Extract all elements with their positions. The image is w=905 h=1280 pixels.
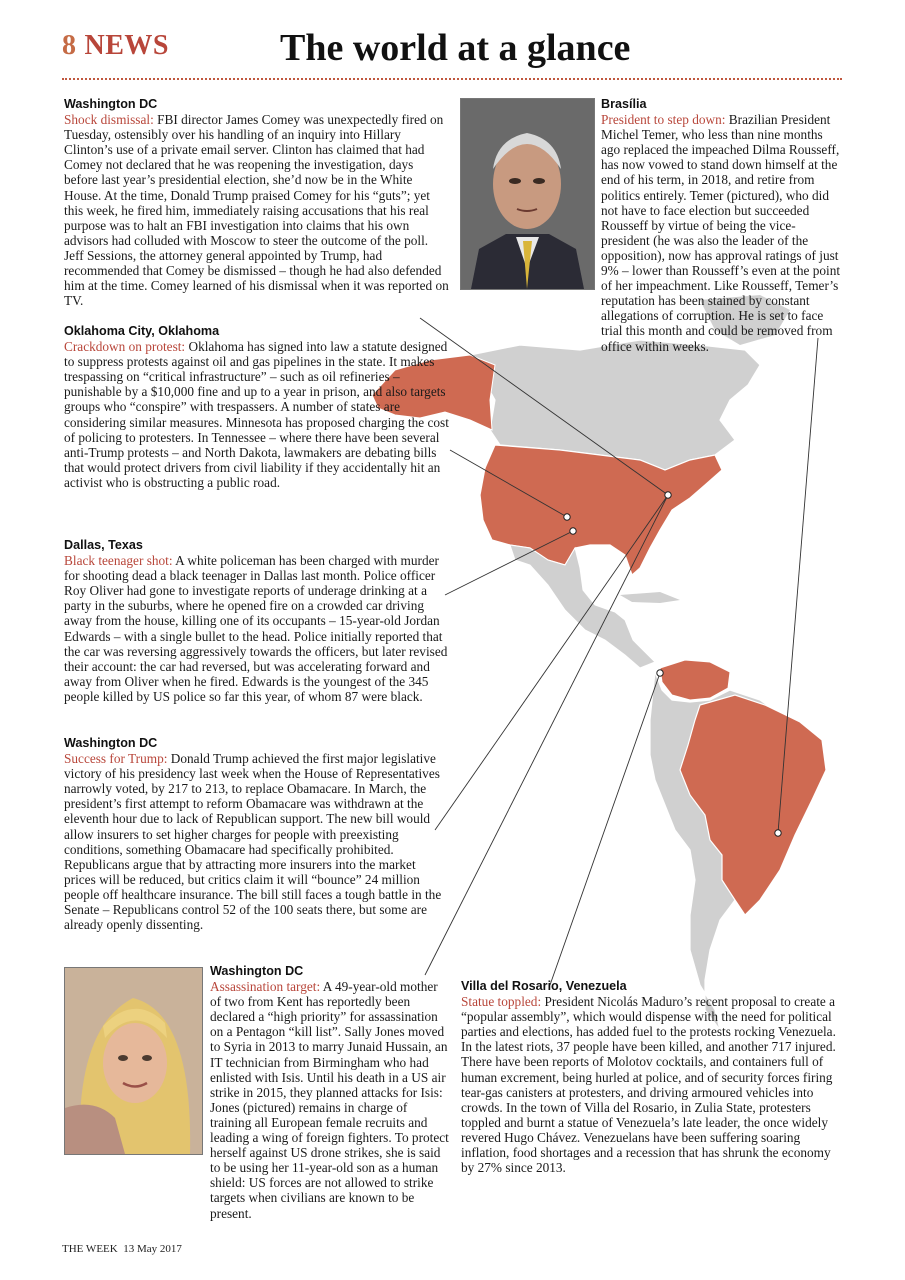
venezuela-landmass <box>660 660 730 700</box>
marker-washington <box>665 492 671 498</box>
cuba-landmass <box>620 592 680 603</box>
story-body: Donald Trump achieved the first major legislative victory of his presidency last week when the House of Representatives narrowly voted, by 217 to 213, to replace Obamacare. In March, the president’s first attempt to reform Obamacare was withdrawn at the eleventh hour due to lack of Republican support. The new bill would allow insurers to set higher charges for people with preexisting conditions, something Obamacare had specifically prohibited. Republicans argue that by attracting more insurers into the market prices will be reduced, but critics claim it will “bounce” 24 million people off healthcare insurance. The bill still faces a tough battle in the Senate – Republicans control 52 of the 100 seats there, but some are already openly dissenting. <box>64 751 442 933</box>
story-headline: Assassination target: <box>210 979 321 995</box>
story-body: A 49-year-old mother of two from Kent has reportedly been declared a “high priority” for assassination on a Pentagon “kill list”. Sally Jones moved to Syria in 2013 to marry Junaid Hussain, an IT technician from Birmingham who had enlisted with Isis. Until his death in a US air strike in 2015, they planned attacks for Isis: Jones (pictured) remains in charge of training all European female recruits and leading a wing of foreign fighters. To protect herself against US drone strikes, she is said to be using her 11-year-old son as a human shield: US forces are not allowed to strike targets when civilians are known to be present. <box>210 979 449 1221</box>
story-headline: Crackdown on protest: <box>64 339 186 355</box>
marker-dallas <box>570 528 576 534</box>
page-number: 8 <box>62 30 77 61</box>
section-name: NEWS <box>84 30 169 61</box>
sally-jones-photo <box>64 967 203 1155</box>
footer-date: 13 May 2017 <box>123 1243 182 1255</box>
story-headline: President to step down: <box>601 112 726 128</box>
story-venezuela <box>461 979 841 1175</box>
marker-brasilia <box>775 830 781 836</box>
story-brasilia <box>601 97 841 354</box>
leader-line-venezuela <box>550 673 660 985</box>
temer-photo <box>460 98 595 290</box>
story-body: Oklahoma has signed into law a statute designed to suppress protests against oil and gas pipelines in the state. It makes trespassing on “critical infrastructure” – such as oil refineries – punishable by a $10,000 fine and up to a year in prison, and also targets groups who “conspire” with trespassers. A number of states are considering similar measures. Minnesota has proposed charging the cost of policing to protesters. In Tennessee – where there have been several anti-Trump protests – and North Dakota, lawmakers are debating bills that would protect drivers from civil liability if they accidentally hit an activist who is obstructing a public road. <box>64 339 449 490</box>
story-location: Villa del Rosario, Venezuela <box>461 979 627 993</box>
story-location: Washington DC <box>64 97 158 111</box>
marker-oklahoma <box>564 514 570 520</box>
story-location: Washington DC <box>210 964 304 978</box>
page-footer <box>62 1243 182 1255</box>
story-location: Brasília <box>601 97 647 111</box>
story-location: Dallas, Texas <box>64 538 143 552</box>
story-trumpcare <box>64 736 449 932</box>
story-headline: Shock dismissal: <box>64 112 154 128</box>
story-oklahoma <box>64 324 449 490</box>
story-headline: Black teenager shot: <box>64 553 173 569</box>
story-comey <box>64 97 449 308</box>
story-location: Washington DC <box>64 736 158 750</box>
story-location: Oklahoma City, Oklahoma <box>64 324 220 338</box>
story-body: President Nicolás Maduro’s recent proposal to create a “popular assembly”, which would dispense with the need for political parties and elections, has added fuel to the protests rocking Venezuela. In the latest riots, 37 people have been killed, and another 717 injured. There have been reports of Molotov cocktails, and containers full of human excrement, being hurled at police, and of security forces firing tear-gas canisters at protesters, and driving armoured vehicles into crowds. In the town of Villa del Rosario, in Zulia State, protesters toppled and burnt a statue of Venezuela’s late leader, the once widely revered Hugo Chávez. Venezuelans have been suffering soaring inflation, food shortages and a recession that has shrunk the economy by 27% since 2013. <box>461 994 836 1176</box>
story-body: A white policeman has been charged with murder for shooting dead a black teenager in Dallas last month. Police officer Roy Oliver had gone to investigate reports of underage drinking at a party in the suburbs, where he opened fire on a crowded car driving away from the house, killing one of its occupants – 15-year-old Jordan Edwards – with a single bullet to the head. Police initially reported that the car was reversing aggressively towards the officers, but later revised their account: the car had reversed, but was accelerating forward and away from Oliver when he fired. Edwards is the youngest of the 345 people killed by US police so far this year, of whom 87 were black. <box>64 553 448 704</box>
marker-villa-del-rosario <box>657 670 663 676</box>
story-sally <box>210 964 450 1221</box>
story-headline: Success for Trump: <box>64 751 168 767</box>
page-title: The world at a glance <box>280 27 631 69</box>
story-body: FBI director James Comey was unexpectedly fired on Tuesday, ostensibly over his handling of an inquiry into Hillary Clinton’s use of a private email server. Clinton has claimed that had Comey not declared that he was reopening the investigation, days before last year’s presidential election, she’d now be in the White House. At the time, Donald Trump praised Comey for his “guts”; yet this week, he fired him, immediately raising accusations that his real purpose was to halt an FBI investigation into claims that his own advisors had colluded with Moscow to steer the outcome of the poll. Jeff Sessions, the attorney general appointed by Trump, had recommended that Comey be dismissed – though he had also defended him at the time. Comey learned of his dismissal when it was reported on TV. <box>64 112 449 309</box>
story-dallas <box>64 538 449 704</box>
story-headline: Statue toppled: <box>461 994 542 1010</box>
story-body: Brazilian President Michel Temer, who less than nine months ago replaced the impeached Dilma Rousseff, has now vowed to stand down himself at the end of his term, in 2018, and retire from politics entirely. Temer (pictured), who did not have to face election but succeeded Rousseff by virtue of being the vice-president (he was also the leader of the opposition), now has approval ratings of just 9% – lower than Rousseff’s even at the point of her impeachment. Like Rousseff, Temer’s reputation has been stained by constant allegations of corruption. He is set to face trial this month and could be removed from office within weeks. <box>601 112 841 354</box>
footer-publication: THE WEEK <box>62 1243 118 1255</box>
